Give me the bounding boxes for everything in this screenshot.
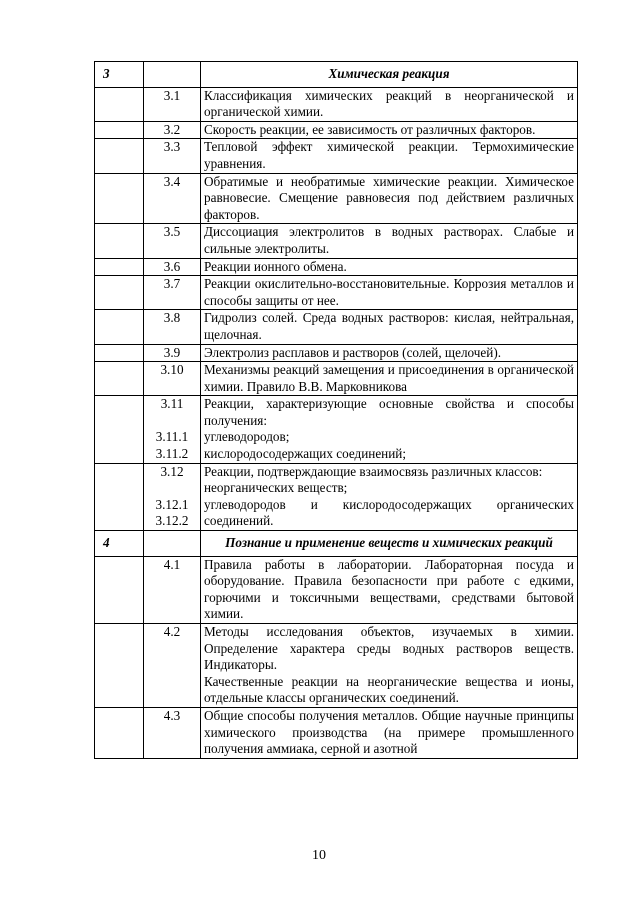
- topic-number: 3.11: [160, 396, 184, 412]
- topic-description-cell: [201, 362, 578, 396]
- topic-number: 3.11.1: [155, 429, 189, 445]
- page-number: 10: [312, 848, 326, 863]
- topic-description: Обратимые и необратимые химические реакции. Химическое равновесие. Смещение равновесия под действием различных факторов.: [204, 173, 574, 222]
- topic-number: 3.3: [163, 139, 181, 155]
- topic-description: Диссоциация электролитов в водных растворах. Слабые и сильные электролиты.: [204, 224, 574, 256]
- topic-number: 3.10: [160, 362, 184, 378]
- topic-row: [95, 121, 578, 139]
- topic-description: Классификация химических реакций в неорганической и органической химии.: [204, 87, 574, 120]
- topic-description: Тепловой эффект химической реакции. Термохимические уравнения.: [204, 139, 574, 171]
- section-header-row: [95, 531, 578, 557]
- topic-empty-cell: [95, 624, 144, 708]
- topic-number: 3.9: [163, 344, 181, 360]
- topic-number-cell: [144, 276, 201, 310]
- topic-row: [95, 362, 578, 396]
- topic-row: [95, 258, 578, 276]
- topic-number-cell: [144, 556, 201, 623]
- topic-description-cell: [201, 258, 578, 276]
- topic-description-cell: [201, 173, 578, 224]
- topic-row: [95, 396, 578, 463]
- topic-number-cell: [144, 258, 201, 276]
- topic-description-cell: [201, 139, 578, 173]
- topic-number-cell: [144, 707, 201, 758]
- topic-description: Реакции, подтверждающие взаимосвязь различных классов:: [204, 463, 543, 479]
- section-title: Химическая реакция: [201, 62, 578, 88]
- topic-number-cell: [144, 310, 201, 344]
- topic-description-cell: [201, 121, 578, 139]
- topic-number-cell: [144, 396, 201, 463]
- topic-row: [95, 463, 578, 530]
- topic-description: Методы исследования объектов, изучаемых в химии. Определение характера среды водных растворов веществ. Индикаторы.: [204, 624, 574, 673]
- topic-description: Правила работы в лаборатории. Лабораторная посуда и оборудование. Правила безопасности при работе с едкими, горючими и токсичными веществами, средствами бытовой химии.: [204, 556, 574, 622]
- topic-number: 3.7: [163, 276, 181, 292]
- topic-row: [95, 310, 578, 344]
- topic-row: [95, 173, 578, 224]
- topic-empty-cell: [95, 707, 144, 758]
- topic-empty-cell: [95, 556, 144, 623]
- topic-description: Реакции, характеризующие основные свойства и способы получения:: [204, 396, 574, 428]
- topic-number: 3.12.1: [155, 496, 189, 512]
- topic-number: 4.2: [163, 624, 181, 639]
- topic-row: [95, 624, 578, 708]
- topic-description-cell: [201, 310, 578, 344]
- topic-description-cell: [201, 276, 578, 310]
- curriculum-table: [94, 61, 578, 759]
- topic-number-cell: [144, 624, 201, 708]
- topic-number-cell: [144, 173, 201, 224]
- topic-number-cell: [144, 87, 201, 121]
- topic-description-cell: [201, 707, 578, 758]
- topic-number: [147, 480, 197, 497]
- curriculum-table-container: [94, 61, 577, 759]
- topic-number: 3.6: [163, 258, 181, 274]
- topic-description: Реакции окислительно-восстановительные. Коррозия металлов и способы защиты от нее.: [204, 276, 574, 308]
- topic-description: неорганических веществ;: [204, 480, 348, 496]
- topic-number: 3.4: [163, 173, 181, 189]
- topic-number: 4.3: [163, 707, 181, 723]
- topic-description: Общие способы получения металлов. Общие научные принципы химического производства (на примере промышленного получения аммиака, серной и азотной: [204, 707, 574, 757]
- topic-empty-cell: [95, 258, 144, 276]
- topic-number-cell: [144, 362, 201, 396]
- section-header-row: [95, 62, 578, 88]
- topic-number-cell: [144, 224, 201, 258]
- section-number: 4: [95, 531, 144, 557]
- topic-description-cell: [201, 87, 578, 121]
- topic-number: 3.12.2: [155, 513, 189, 529]
- topic-number: 3.5: [163, 224, 181, 240]
- topic-number: [147, 413, 197, 430]
- topic-number-cell: [144, 139, 201, 173]
- section-empty-cell: [144, 62, 201, 88]
- topic-description-cell: [201, 224, 578, 258]
- topic-row: [95, 707, 578, 758]
- topic-empty-cell: [95, 121, 144, 139]
- topic-row: [95, 344, 578, 362]
- topic-number: 3.8: [163, 310, 181, 326]
- topic-empty-cell: [95, 87, 144, 121]
- topic-row: [95, 276, 578, 310]
- topic-description-cell: [201, 344, 578, 362]
- topic-row: [95, 139, 578, 173]
- topic-empty-cell: [95, 224, 144, 258]
- topic-number: 4.1: [163, 556, 181, 572]
- topic-empty-cell: [95, 344, 144, 362]
- topic-description: Гидролиз солей. Среда водных растворов: кислая, нейтральная, щелочная.: [204, 310, 574, 342]
- topic-description: углеводородов и кислородосодержащих органических соединений.: [204, 496, 574, 529]
- topic-description: Скорость реакции, ее зависимость от различных факторов.: [204, 121, 536, 137]
- topic-description-cell: [201, 463, 578, 530]
- topic-description: Качественные реакции на неорганические вещества и ионы, отдельные классы органических соединений.: [204, 673, 574, 706]
- topic-empty-cell: [95, 396, 144, 463]
- topic-row: [95, 224, 578, 258]
- topic-empty-cell: [95, 362, 144, 396]
- topic-empty-cell: [95, 139, 144, 173]
- topic-empty-cell: [95, 463, 144, 530]
- topic-description: Реакции ионного обмена.: [204, 258, 347, 274]
- topic-number: 3.11.2: [155, 446, 189, 462]
- topic-number-cell: [144, 344, 201, 362]
- topic-description: кислородосодержащих соединений;: [204, 446, 407, 462]
- topic-description: Электролиз расплавов и растворов (солей, щелочей).: [204, 344, 502, 360]
- topic-row: [95, 556, 578, 623]
- topic-empty-cell: [95, 276, 144, 310]
- topic-number: 3.2: [163, 121, 181, 137]
- section-number: 3: [95, 62, 144, 88]
- topic-description: углеводородов;: [204, 429, 290, 445]
- topic-description: Механизмы реакций замещения и присоединения в органической химии. Правило В.В. Марковникова: [204, 362, 574, 394]
- topic-description-cell: [201, 556, 578, 623]
- curriculum-table-body: [95, 62, 578, 759]
- topic-description-cell: [201, 396, 578, 463]
- topic-empty-cell: [95, 310, 144, 344]
- topic-row: [95, 87, 578, 121]
- topic-number-cell: [144, 463, 201, 530]
- topic-number: 3.12: [160, 463, 184, 479]
- topic-empty-cell: [95, 173, 144, 224]
- section-title: Познание и применение веществ и химических реакций: [201, 531, 578, 557]
- section-empty-cell: [144, 531, 201, 557]
- topic-number: 3.1: [163, 87, 181, 103]
- topic-number-cell: [144, 121, 201, 139]
- topic-description-cell: [201, 624, 578, 708]
